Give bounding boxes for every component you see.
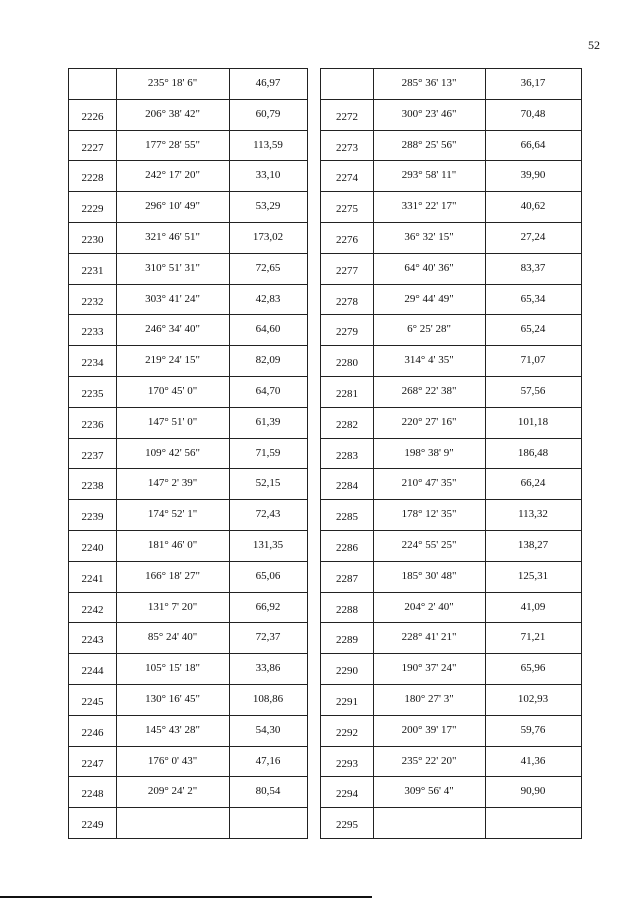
footer-rule (0, 896, 372, 898)
table-row (69, 438, 307, 469)
bearing-angle: 145° 43' 28" (145, 723, 200, 736)
table-row (69, 746, 307, 777)
bearing-angle: 85° 24' 40" (147, 631, 198, 644)
table-row (69, 253, 307, 284)
table-row (69, 468, 307, 499)
bearing-angle: 177° 28' 55" (145, 138, 200, 151)
table-row (69, 807, 307, 838)
table-rows (321, 68, 581, 838)
point-id: 2281 (336, 387, 358, 400)
table-row (321, 776, 581, 807)
distance-value: 65,34 (520, 292, 546, 305)
bearing-angle: 105° 15' 18" (145, 662, 200, 675)
table-row (321, 407, 581, 438)
table-row (321, 99, 581, 130)
table-row (321, 561, 581, 592)
distance-value: 82,09 (255, 354, 281, 367)
table-row (69, 499, 307, 530)
bearing-angle: 210° 47' 35" (401, 477, 457, 490)
distance-value: 57,56 (520, 384, 546, 397)
distance-value: 53,29 (255, 200, 281, 213)
point-id: 2249 (81, 819, 104, 832)
point-id: 2288 (336, 603, 358, 616)
table-row (321, 284, 581, 315)
bearing-angle: 147° 51' 0" (147, 415, 198, 428)
bearing-angle: 204° 2' 40" (404, 600, 454, 613)
right-coordinates-table (320, 68, 582, 839)
point-id: 2226 (81, 110, 104, 123)
distance-value: 65,06 (255, 569, 281, 582)
point-id: 2237 (81, 449, 104, 462)
page-number: 52 (588, 38, 600, 52)
point-id: 2276 (336, 233, 358, 246)
point-id: 2282 (336, 418, 358, 431)
distance-value: 66,64 (520, 138, 546, 151)
bearing-angle: 166° 18' 27" (145, 569, 200, 582)
point-id: 2235 (81, 387, 104, 400)
table-row (69, 314, 307, 345)
bearing-angle: 185° 30' 48" (401, 569, 457, 582)
point-id: 2278 (336, 295, 358, 308)
bearing-angle: 6° 25' 28" (407, 323, 451, 336)
bearing-angle: 109° 42' 56" (145, 446, 200, 459)
distance-value: 186,48 (517, 446, 549, 459)
table-row (321, 222, 581, 253)
table-row (321, 376, 581, 407)
bearing-angle: 219° 24' 15" (145, 354, 200, 367)
left-coordinates-table (68, 68, 308, 839)
bearing-angle: 170° 45' 0" (147, 384, 198, 397)
table-row (321, 653, 581, 684)
table-row (69, 592, 307, 623)
distance-value: 60,79 (255, 107, 281, 120)
bearing-angle: 131° 7' 20" (147, 600, 198, 613)
distance-value: 72,43 (255, 508, 281, 521)
bearing-angle: 181° 46' 0" (147, 538, 198, 551)
table-row (69, 376, 307, 407)
point-id: 2248 (81, 788, 104, 801)
point-id: 2232 (81, 295, 104, 308)
distance-value: 33,10 (255, 169, 281, 182)
point-id: 2246 (81, 726, 104, 739)
point-id: 2241 (81, 572, 104, 585)
distance-value: 102,93 (517, 692, 549, 705)
point-id: 2286 (336, 541, 358, 554)
bearing-angle: 331° 22' 17" (401, 200, 457, 213)
distance-value: 54,30 (255, 723, 281, 736)
distance-value: 61,39 (255, 415, 281, 428)
bearing-angle: 268° 22' 38" (401, 384, 457, 397)
table-row (69, 130, 307, 161)
distance-value: 108,86 (252, 692, 284, 705)
distance-value: 72,37 (255, 631, 281, 644)
point-id: 2289 (336, 634, 358, 647)
point-id: 2287 (336, 572, 358, 585)
table-row (321, 592, 581, 623)
bearing-angle: 303° 41' 24" (145, 292, 200, 305)
distance-value: 40,62 (520, 200, 546, 213)
table-row (69, 530, 307, 561)
bearing-angle: 36° 32' 15" (404, 230, 454, 243)
point-id: 2228 (81, 172, 104, 185)
point-id: 2227 (81, 141, 104, 154)
point-id: 2230 (81, 233, 104, 246)
bearing-angle: 200° 39' 17" (401, 723, 457, 736)
table-rows (69, 68, 307, 838)
point-id: 2242 (81, 603, 104, 616)
distance-value: 36,17 (520, 77, 546, 89)
bearing-angle: 321° 46' 51" (145, 230, 200, 243)
point-id: 2229 (81, 203, 104, 216)
bearing-angle: 228° 41' 21" (401, 631, 457, 644)
table-row (321, 684, 581, 715)
distance-value: 52,15 (255, 477, 281, 490)
distance-value: 113,32 (518, 508, 548, 521)
distance-value: 83,37 (520, 261, 546, 274)
bearing-angle: 198° 38' 9" (404, 446, 454, 459)
table-row (69, 622, 307, 653)
distance-value: 131,35 (252, 538, 284, 551)
bearing-angle: 300° 23' 46" (401, 107, 457, 120)
distance-value: 66,24 (520, 477, 546, 490)
table-row (321, 314, 581, 345)
point-id: 2274 (336, 172, 358, 185)
distance-value: 70,48 (520, 107, 546, 120)
point-id: 2292 (336, 726, 358, 739)
distance-value: 41,09 (520, 600, 546, 613)
bearing-angle: 310° 51' 31" (145, 261, 200, 274)
distance-value: 39,90 (520, 169, 546, 182)
table-row (69, 191, 307, 222)
distance-value: 101,18 (517, 415, 549, 428)
bearing-angle: 293° 58' 11" (401, 169, 457, 182)
table-row (321, 468, 581, 499)
table-row (321, 130, 581, 161)
point-id: 2238 (81, 480, 104, 493)
distance-value: 72,65 (255, 261, 281, 274)
table-row (321, 530, 581, 561)
point-id: 2280 (336, 357, 358, 370)
distance-value: 71,07 (520, 354, 546, 367)
distance-value: 33,86 (255, 662, 281, 675)
point-id: 2277 (336, 264, 358, 277)
bearing-angle: 314° 4' 35" (404, 354, 454, 367)
distance-value: 47,16 (255, 754, 281, 767)
point-id: 2245 (81, 695, 104, 708)
distance-value: 64,70 (255, 384, 281, 397)
bearing-angle: 178° 12' 35" (401, 508, 457, 521)
bearing-angle: 190° 37' 24" (401, 662, 457, 675)
bearing-angle: 220° 27' 16" (401, 415, 457, 428)
table-row (321, 345, 581, 376)
distance-value: 46,97 (255, 77, 281, 89)
table-row (69, 99, 307, 130)
distance-value: 138,27 (517, 538, 549, 551)
bearing-angle: 285° 36' 13" (401, 77, 457, 89)
table-row (69, 68, 307, 99)
bearing-angle: 209° 24' 2" (147, 785, 198, 798)
point-id: 2247 (81, 757, 104, 770)
bearing-angle: 206° 38' 42" (145, 107, 200, 120)
table-row (69, 222, 307, 253)
point-id: 2295 (336, 819, 358, 832)
table-row (321, 499, 581, 530)
bearing-angle: 176° 0' 43" (147, 754, 198, 767)
point-id: 2273 (336, 141, 358, 154)
point-id: 2240 (81, 541, 104, 554)
distance-value: 65,24 (520, 323, 546, 336)
point-id: 2236 (81, 418, 104, 431)
table-row (321, 253, 581, 284)
bearing-angle: 64° 40' 36" (404, 261, 454, 274)
point-id: 2244 (81, 665, 104, 678)
point-id: 2272 (336, 110, 358, 123)
distance-value: 59,76 (520, 723, 546, 736)
bearing-angle: 296° 10' 49" (145, 200, 200, 213)
table-row (321, 622, 581, 653)
table-row (69, 715, 307, 746)
bearing-angle: 174° 52' 1" (147, 508, 198, 521)
bearing-angle: 130° 16' 45" (145, 692, 200, 705)
table-row (321, 715, 581, 746)
point-id: 2294 (336, 788, 358, 801)
table-row (69, 776, 307, 807)
point-id: 2243 (81, 634, 104, 647)
point-id: 2279 (336, 326, 358, 339)
point-id: 2231 (81, 264, 104, 277)
point-id: 2233 (81, 326, 104, 339)
bearing-angle: 224° 55' 25" (401, 538, 457, 551)
bearing-angle: 309° 56' 4" (404, 785, 454, 798)
distance-value: 64,60 (255, 323, 281, 336)
table-row (69, 561, 307, 592)
distance-value: 71,59 (255, 446, 281, 459)
table-row (69, 160, 307, 191)
bearing-angle: 288° 25' 56" (401, 138, 457, 151)
bearing-angle: 235° 18' 6" (147, 77, 198, 89)
table-row (69, 407, 307, 438)
distance-value: 125,31 (517, 569, 549, 582)
table-row (321, 807, 581, 838)
bearing-angle: 147° 2' 39" (147, 477, 198, 490)
distance-value: 90,90 (520, 785, 546, 798)
distance-value: 65,96 (520, 662, 546, 675)
table-row (321, 746, 581, 777)
point-id: 2291 (336, 695, 358, 708)
bearing-angle: 235° 22' 20" (401, 754, 457, 767)
table-row (321, 160, 581, 191)
bearing-angle: 180° 27' 3" (404, 692, 454, 705)
point-id: 2293 (336, 757, 358, 770)
distance-value: 41,36 (520, 754, 546, 767)
bearing-angle: 246° 34' 40" (145, 323, 200, 336)
point-id: 2239 (81, 511, 104, 524)
table-row (321, 68, 581, 99)
distance-value: 113,59 (253, 138, 283, 151)
point-id: 2234 (81, 357, 104, 370)
point-id: 2283 (336, 449, 358, 462)
point-id: 2285 (336, 511, 358, 524)
table-row (69, 345, 307, 376)
table-row (69, 284, 307, 315)
bearing-angle: 29° 44' 49" (404, 292, 454, 305)
distance-value: 42,83 (255, 292, 281, 305)
distance-value: 27,24 (520, 230, 546, 243)
table-row (321, 191, 581, 222)
table-row (69, 653, 307, 684)
point-id: 2284 (336, 480, 358, 493)
table-row (321, 438, 581, 469)
point-id: 2275 (336, 203, 358, 216)
distance-value: 80,54 (255, 785, 281, 798)
distance-value: 173,02 (252, 230, 284, 243)
table-row (69, 684, 307, 715)
point-id: 2290 (336, 665, 358, 678)
distance-value: 66,92 (255, 600, 281, 613)
bearing-angle: 242° 17' 20" (145, 169, 200, 182)
distance-value: 71,21 (520, 631, 546, 644)
